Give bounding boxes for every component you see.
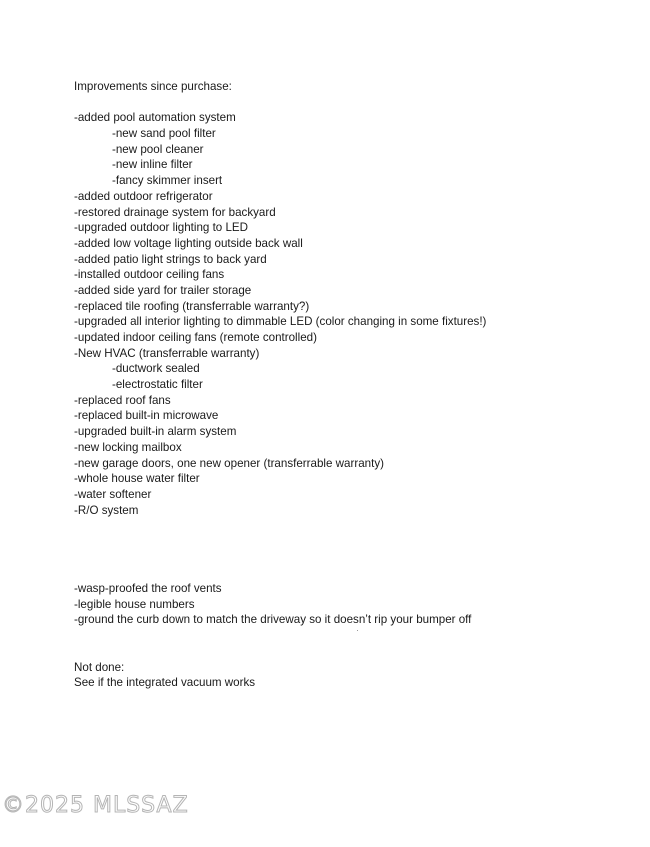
list-item: -added pool automation system xyxy=(74,111,236,125)
spacer xyxy=(74,95,634,111)
list-item: -new locking mailbox xyxy=(74,440,182,454)
list-item: -added side yard for trailer storage xyxy=(74,283,252,297)
list-item: -ground the curb down to match the driveway so it doesn’t rip your bumper off xyxy=(74,613,472,627)
list-item: -ductwork sealed xyxy=(112,362,200,376)
list-item: -wasp-proofed the roof vents xyxy=(74,582,222,596)
list-item: -legible house numbers xyxy=(74,597,195,611)
list-item: -fancy skimmer insert xyxy=(112,174,223,188)
list-item: -replaced built-in microwave xyxy=(74,409,219,423)
list-item: -new garage doors, one new opener (transferrable warranty) xyxy=(74,456,384,470)
spacer xyxy=(74,518,634,581)
not-done-list xyxy=(74,675,634,691)
list-item: -replaced tile roofing (transferrable warranty?) xyxy=(74,299,310,313)
spacer xyxy=(74,628,634,659)
list-item: -restored drainage system for backyard xyxy=(74,205,276,219)
list-item: -added outdoor refrigerator xyxy=(74,189,213,203)
not-done-heading: Not done: xyxy=(74,660,125,674)
list-item: -added patio light strings to back yard xyxy=(74,252,267,266)
list-item: -R/O system xyxy=(74,503,139,517)
list-item: -electrostatic filter xyxy=(112,378,203,392)
list-item: -whole house water filter xyxy=(74,472,200,486)
document-heading: Improvements since purchase: xyxy=(74,80,232,93)
list-item: -added low voltage lighting outside back wall xyxy=(74,236,303,250)
additional-improvements-list xyxy=(74,581,634,628)
list-item: -upgraded outdoor lighting to LED xyxy=(74,221,249,235)
list-item: -installed outdoor ceiling fans xyxy=(74,268,225,282)
list-item: -upgraded built-in alarm system xyxy=(74,425,237,439)
list-item: See if the integrated vacuum works xyxy=(74,676,256,690)
list-item: -new sand pool filter xyxy=(112,127,216,141)
improvements-list xyxy=(74,110,634,518)
list-item: -updated indoor ceiling fans (remote controlled) xyxy=(74,331,317,344)
list-item: -water softener xyxy=(74,487,152,501)
list-item: -upgraded all interior lighting to dimmable LED (color changing in some fixtures!) xyxy=(74,315,487,329)
list-item: -New HVAC (transferrable warranty) xyxy=(74,346,260,360)
list-item: -new pool cleaner xyxy=(112,142,204,156)
list-item: -replaced roof fans xyxy=(74,393,171,407)
document-body xyxy=(74,79,634,691)
watermark: ©2025 MLSSAZ xyxy=(2,793,189,818)
stray-mark xyxy=(357,630,358,631)
list-item: -new inline filter xyxy=(112,158,193,172)
